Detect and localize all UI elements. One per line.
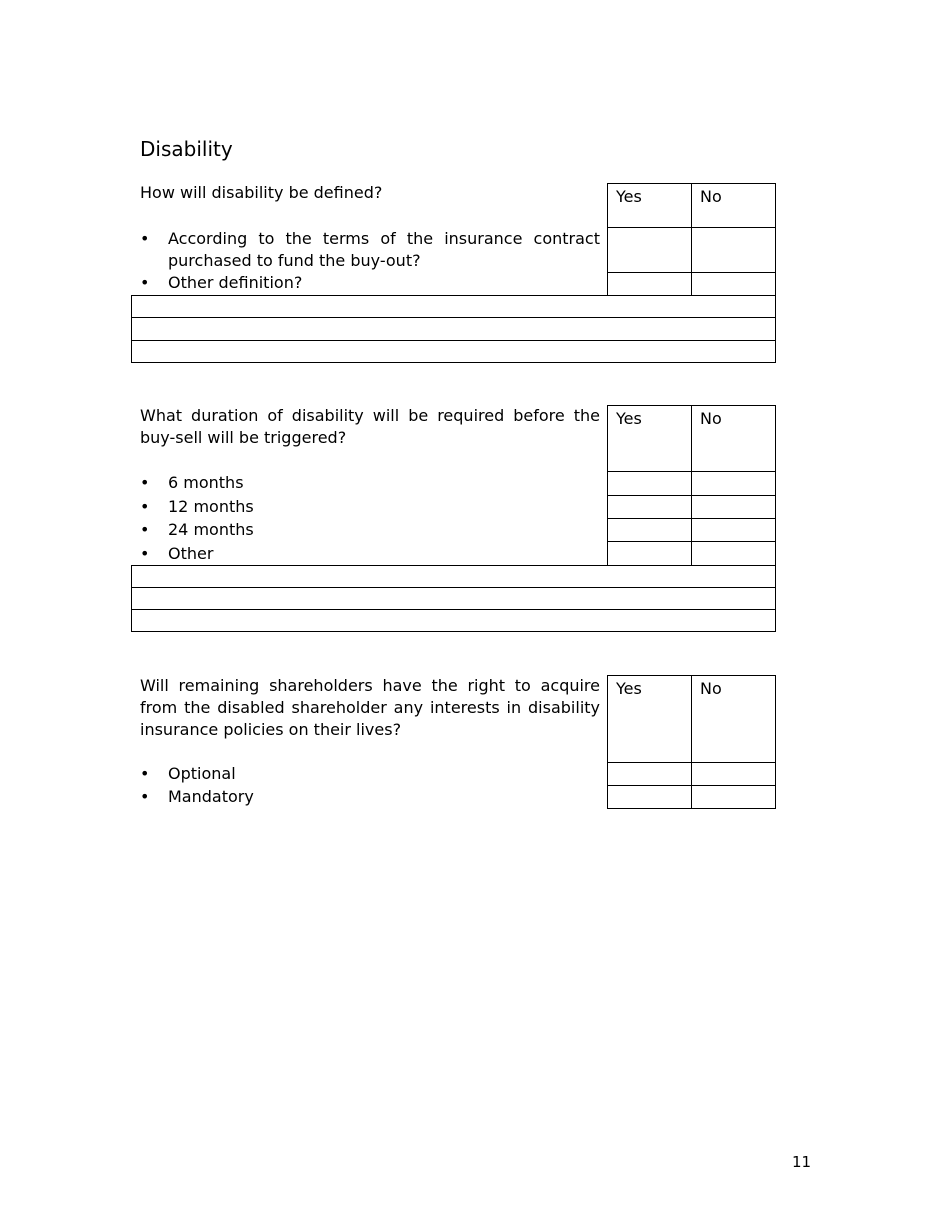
q1-option-2-label: Other definition? <box>168 273 303 292</box>
q2-answer-line-2[interactable] <box>131 587 776 610</box>
q1-option-2-yes-checkbox[interactable] <box>607 272 692 296</box>
bullet-icon: • <box>140 787 150 806</box>
q2-option-4-no-checkbox[interactable] <box>691 541 776 566</box>
q1-answer-line-1[interactable] <box>131 295 776 318</box>
q2-option-4-yes-checkbox[interactable] <box>607 541 692 566</box>
q1-option-2-no-checkbox[interactable] <box>691 272 776 296</box>
q1-answer-line-2[interactable] <box>131 317 776 341</box>
q3-option-2-label: Mandatory <box>168 787 254 806</box>
q3-option-1-no-checkbox[interactable] <box>691 762 776 786</box>
q2-option-3-yes-checkbox[interactable] <box>607 518 692 542</box>
q2-option-3-no-checkbox[interactable] <box>691 518 776 542</box>
bullet-icon: • <box>140 520 150 539</box>
q3-option-2-yes-checkbox[interactable] <box>607 785 692 809</box>
q1-option-1-no-checkbox[interactable] <box>691 227 776 273</box>
q2-option-3-label: 24 months <box>168 520 254 539</box>
q2-yes-header: Yes <box>607 405 692 472</box>
q1-option-1-label: According to the terms of the insurance contract purchased to fund the buy-out? <box>168 229 600 270</box>
page-number: 11 <box>792 1153 812 1171</box>
q2-answer-line-3[interactable] <box>131 609 776 632</box>
q3-option-2-no-checkbox[interactable] <box>691 785 776 809</box>
q2-question: What duration of disability will be required before the buy-sell will be triggered? <box>140 406 600 447</box>
q2-option-1-label: 6 months <box>168 473 244 492</box>
q3-option-1-yes-checkbox[interactable] <box>607 762 692 786</box>
q2-option-4-label: Other <box>168 544 214 563</box>
q1-no-header: No <box>691 183 776 228</box>
q1-answer-line-3[interactable] <box>131 340 776 363</box>
q3-option-1-label: Optional <box>168 764 236 783</box>
q1-question: How will disability be defined? <box>140 183 383 202</box>
bullet-icon: • <box>140 473 150 492</box>
q2-option-1-no-checkbox[interactable] <box>691 471 776 496</box>
q3-question: Will remaining shareholders have the right to acquire from the disabled shareholder any interests in disability insurance policies on their lives? <box>140 676 600 739</box>
bullet-icon: • <box>140 273 150 292</box>
q2-option-2-no-checkbox[interactable] <box>691 495 776 519</box>
q2-no-header: No <box>691 405 776 472</box>
bullet-icon: • <box>140 497 150 516</box>
q1-option-1-yes-checkbox[interactable] <box>607 227 692 273</box>
q1-yes-header: Yes <box>607 183 692 228</box>
bullet-icon: • <box>140 544 150 563</box>
q3-no-header: No <box>691 675 776 763</box>
q2-option-2-yes-checkbox[interactable] <box>607 495 692 519</box>
q3-yes-header: Yes <box>607 675 692 763</box>
q2-answer-line-1[interactable] <box>131 565 776 588</box>
bullet-icon: • <box>140 229 150 248</box>
q2-option-2-label: 12 months <box>168 497 254 516</box>
q2-option-1-yes-checkbox[interactable] <box>607 471 692 496</box>
bullet-icon: • <box>140 764 150 783</box>
section-heading: Disability <box>140 137 233 161</box>
